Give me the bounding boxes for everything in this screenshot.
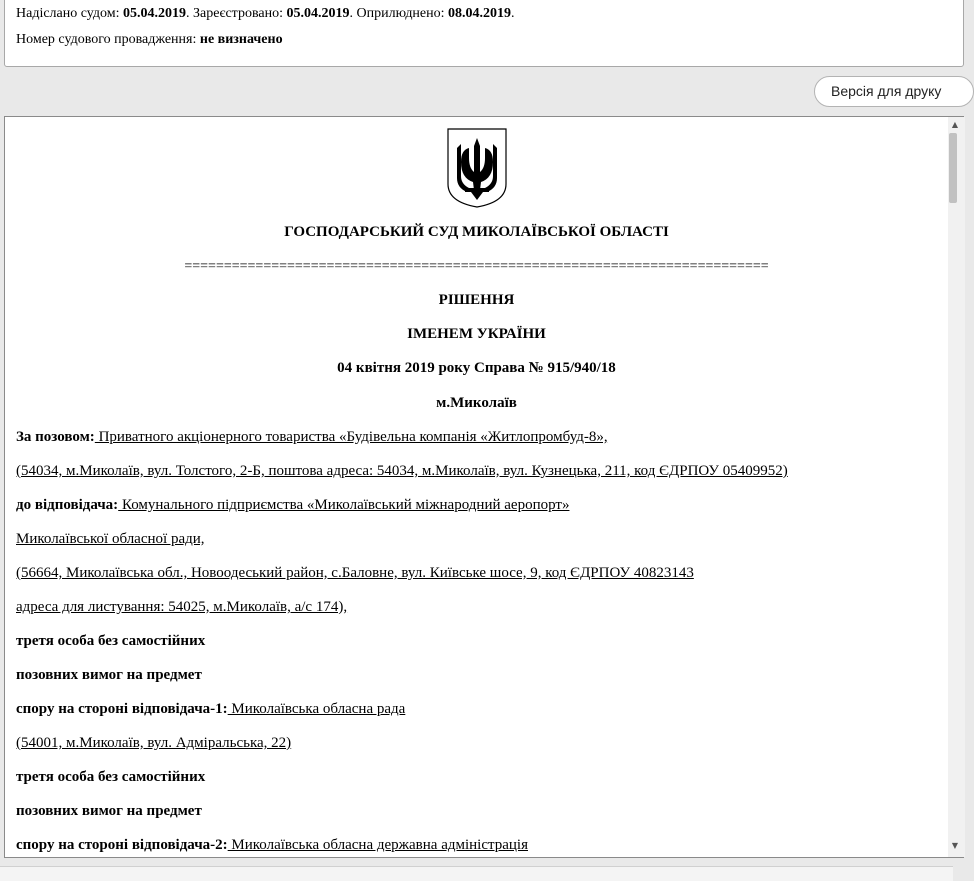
decision-date-case: 04 квітня 2019 року Справа № 915/940/18 xyxy=(337,360,616,376)
third-party-2-row xyxy=(16,837,528,854)
registered-label: Зареєстровано: xyxy=(193,6,283,21)
plaintiff-label: За позовом: xyxy=(16,429,95,445)
defendant-label: до відповідача: xyxy=(16,497,119,513)
plaintiff-row xyxy=(16,429,608,446)
print-version-button[interactable]: Версія для друку xyxy=(814,76,974,107)
decision-city: м.Миколаїв xyxy=(436,395,517,411)
third-party-2-line2: позовних вимог на предмет xyxy=(16,803,202,819)
scroll-down-icon[interactable]: ▼ xyxy=(951,841,959,850)
decision-subtitle: ІМЕНЕМ УКРАЇНИ xyxy=(407,326,546,342)
separator-line: ========================================================================== xyxy=(184,259,769,274)
plaintiff-name: Приватного акціонерного товариства «Будівельна компанія «Житлопромбуд-8», xyxy=(94,429,608,445)
case-number-value: не визначено xyxy=(199,32,283,47)
coat-of-arms-icon xyxy=(447,128,507,208)
decision-title: РІШЕННЯ xyxy=(438,292,515,308)
defendant-mail-address: адреса для листування: 54025, м.Миколаїв, а/с 174), xyxy=(16,599,348,615)
third-party-1-row xyxy=(16,701,405,718)
third-party-2-name: Миколаївська обласна державна адміністрація xyxy=(227,837,528,853)
third-party-2-label: спору на стороні відповідача-2: xyxy=(16,837,228,853)
third-party-1-line1: третя особа без самостійних xyxy=(16,633,206,649)
third-party-1-line2: позовних вимог на предмет xyxy=(16,667,202,683)
case-dates-line: Надіслано судом: 05.04.2019. Зареєстровано: 05.04.2019. Оприлюднено: 08.04.2019. xyxy=(16,6,515,21)
third-party-1-name: Миколаївська обласна рада xyxy=(227,701,406,717)
sent-label: Надіслано судом: xyxy=(16,6,120,21)
document-scrollbar[interactable] xyxy=(948,117,965,857)
case-meta-panel xyxy=(4,0,964,67)
published-label: Оприлюднено: xyxy=(356,6,445,21)
scroll-up-icon[interactable]: ▲ xyxy=(951,120,959,129)
sent-date: 05.04.2019 xyxy=(123,6,186,21)
plaintiff-address: (54034, м.Миколаїв, вул. Толстого, 2-Б, поштова адреса: 54034, м.Миколаїв, вул. Кузнецька, 211, код ЄДРПОУ 05409952) xyxy=(16,463,788,479)
registered-date: 05.04.2019 xyxy=(286,6,350,21)
defendant-row xyxy=(16,497,569,514)
defendant-address: (56664, Миколаївська обл., Новоодеський район, с.Баловне, вул. Київське шосе, 9, код ЄДРПОУ 40823143 xyxy=(16,565,694,581)
document-viewer[interactable] xyxy=(4,116,964,858)
scroll-thumb[interactable] xyxy=(949,133,957,203)
third-party-2-line1: третя особа без самостійних xyxy=(16,769,206,785)
defendant-owner: Миколаївської обласної ради, xyxy=(16,531,205,547)
case-number-line xyxy=(16,32,283,48)
court-name: ГОСПОДАРСЬКИЙ СУД МИКОЛАЇВСЬКОЇ ОБЛАСТІ xyxy=(284,224,669,240)
third-party-1-address: (54001, м.Миколаїв, вул. Адміральська, 22) xyxy=(16,735,292,751)
bottom-bar xyxy=(0,866,953,881)
document-content xyxy=(5,117,948,857)
published-date: 08.04.2019 xyxy=(448,6,512,21)
third-party-1-label: спору на стороні відповідача-1: xyxy=(16,701,228,717)
defendant-name: Комунального підприємства «Миколаївський міжнародний аеропорт» xyxy=(118,497,570,513)
case-number-label: Номер судового провадження: xyxy=(16,32,197,47)
